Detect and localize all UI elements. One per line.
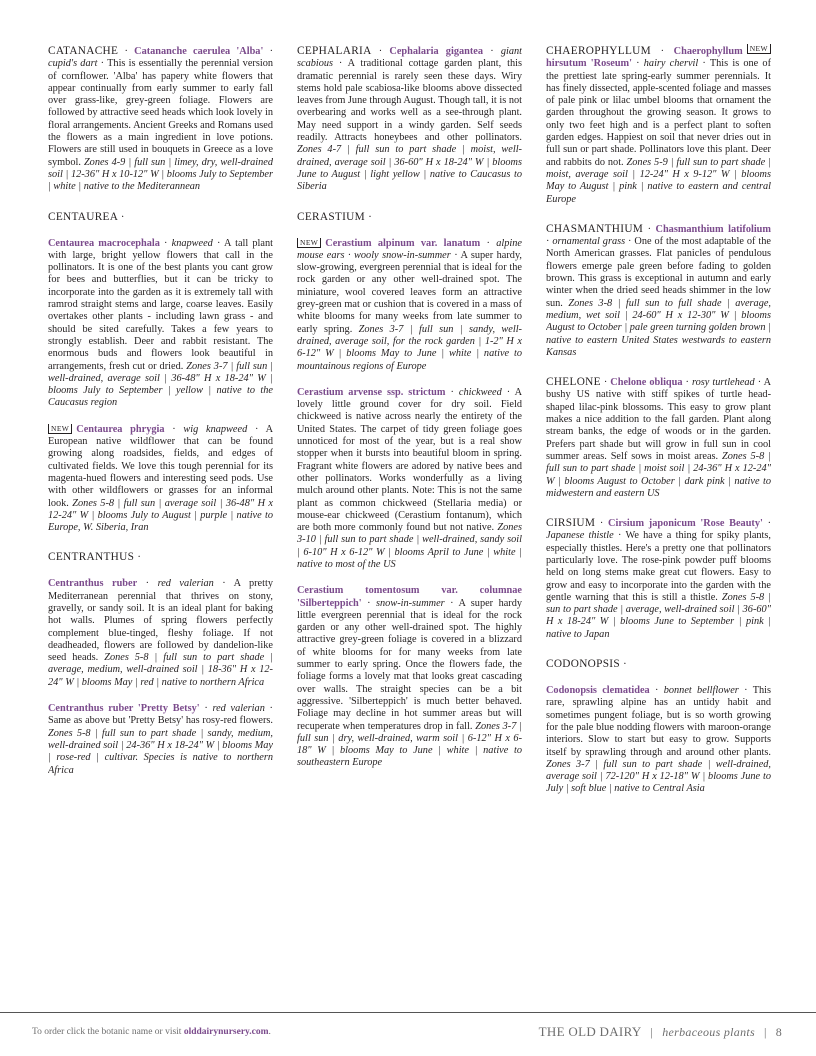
plant-entry: NEW Cerastium alpinum var. lanatum · alpine mouse ears · wooly snow-in-summer · A super hardy, slow-growing, evergreen perennial that is ideal for the rock garden or any other well-drained spot. The miniature, wool covered leaves form an attractive grey-green mat or cushion that is covered in a mass of white blooms for many weeks from late summer to early spring. Zones 3-7 | full sun | sandy, well-drained, average soil, for the rock garden | 1-2" H x 6-12" W | blooms May to June | white | native to mountainous regions of Europe [297, 237, 522, 372]
genus-section [546, 657, 771, 796]
plant-description: This is essentially the perennial version of cornflower. 'Alba' has papery white flowers that appear continually from early summer to early fall over grass-like, grey-green foliage. Flowers are followed by attractive seed heads which look lovely in floral arrangements. Ancient Greeks and Romans used the flowers as a main ingredient in love potions. Flowers are still used in bouquets in Greece as a love symbol. [48, 58, 273, 168]
genus-heading: CENTAUREA · [48, 210, 125, 223]
botanical-name-link[interactable]: Centranthus ruber 'Pretty Betsy' [48, 703, 200, 715]
botanical-name-link[interactable]: Centaurea macrocephala [48, 237, 160, 249]
plant-entry: CATANACHE · Catananche caerulea 'Alba' · cupid's dart · This is essentially the perennial version of cornflower. 'Alba' has papery white flowers that appear continually from early summer to early fall over grass-like, grey-green foliage. Flowers are followed by attractive seed heads which look lovely in floral arrangements. Ancient Greeks and Romans used the flowers as a main ingredient in love potions. Flowers are still used in bouquets in Greece as a love symbol. Zones 4-9 | full sun | limey, dry, well-drained soil | 12-36" H x 10-12" W | blooms July to September | white | native to the Mediterannean [48, 45, 273, 193]
common-name: giant scabious [297, 46, 522, 70]
genus-section [546, 222, 771, 359]
genus-section [48, 210, 273, 535]
botanical-name-link[interactable]: Cerastium tomentosum var. columnae 'Silberteppich' [297, 585, 522, 609]
genus-section [546, 44, 771, 206]
common-name: Japanese thistle [546, 530, 614, 542]
plant-specs: Zones 4-9 | full sun | limey, dry, well-drained soil | 12-36" H x 10-12" W | blooms July to September | white | native to the Mediterannean [48, 156, 273, 193]
site-link[interactable]: olddairynursery.com [183, 1027, 269, 1037]
brand-the: THE [538, 1024, 569, 1039]
genus-section [297, 210, 522, 770]
common-name: rosy turtlehead [692, 377, 755, 389]
common-name: snow-in-summer [376, 597, 445, 609]
genus-label: CIRSIUM [546, 517, 596, 530]
common-name: bonnet bellflower [663, 685, 739, 697]
botanical-name-link[interactable]: Centaurea phrygia [76, 423, 165, 435]
column-2 [297, 44, 522, 994]
genus-heading: CERASTIUM · [297, 210, 373, 223]
plant-description: We have a thing for spiky plants, especially thistles. Here's a pretty one that pollinators particularly love. The rose-pink powder puff blooms held on long stems make great cut flowers. Easy to grow and easy to incorporate into the garden with the gentle warning that this is still a thistle. [546, 530, 771, 603]
plant-specs: Zones 4-7 | full sun to part shade | moist, well-drained, average soil | 36-60" H x 18-24" W | blooms June to August | light yellow | native to Caucasus to Siberia [297, 144, 522, 193]
genus-heading: CENTRANTHUS · [48, 551, 142, 564]
plant-specs: Zones 3-7 | full sun | sandy, well-drained, average soil, for the rock garden | 1-2" H x 6-12" W | blooms May to June | white | native to mountainous regions of Europe [297, 323, 522, 372]
botanical-name-link[interactable]: Cerastium alpinum var. lanatum [325, 237, 481, 249]
footer-separator-1: | [650, 1025, 654, 1039]
site-suffix: . [268, 1027, 271, 1037]
genus-label: CEPHALARIA [297, 45, 372, 57]
plant-description: A European native wildflower that can be found growing along roadsides, fields, and edges of cultivated fields. We love this tough perennial for its magenta-hued flowers and interesting seed pods. Use with other wildflowers or grasses for an informal look. [48, 423, 273, 509]
plant-specs: Zones 5-9 | full sun to part shade | moist, average soil | 12-24" H x 9-12" W | blooms May to August | pink | native to eastern and central Europe [546, 156, 771, 205]
plant-entry: Centranthus ruber · red valerian · A pretty Mediterranean perennial that thrives on stony, gravelly, or sandy soil. It is an ideal plant for baking hot walls. Plumes of spring flowers perfectly complement blue-tinged, fleshy foliage. If not deadheaded, flowers are followed by dandelion-like seed heads. Zones 5-8 | full sun to part shade | average, medium, well-drained soil | 18-36" H x 12-24" W | blooms May | red | native to northern Africa [48, 578, 273, 688]
common-name: cupid's dart [48, 58, 98, 70]
common-name: chickweed [458, 386, 502, 398]
plant-description: A pretty Mediterranean perennial that thrives on stony, gravelly, or sandy soil. It is an ideal plant for baking hot walls. Plumes of spring flowers perfectly complement blue-tinged, fleshy foliage. If not deadheaded, flowers are followed by dandelion-like seed heads. [48, 578, 273, 664]
genus-label: CHAEROPHYLLUM [546, 45, 651, 57]
plant-entry: NEW Centaurea phrygia · wig knapweed · A European native wildflower that can be found growing along roadsides, fields, and edges of cultivated fields. We love this tough perennial for its magenta-hued flowers and interesting seed pods. Use with other wildflowers or grasses for an informal look. Zones 5-8 | full sun | average soil | 36-48" H x 12-24" W | blooms July to August | purple | native to Europe, W. Siberia, Iran [48, 423, 273, 534]
common-name: wig knapweed [183, 423, 248, 435]
plant-specs: Zones 3-10 | full sun to part shade | well-drained, sandy soil | 6-10" H x 6-12" W | blooms April to June | white | native to most of the US [297, 522, 522, 570]
plant-entry: Codonopsis clematidea · bonnet bellflower · This rare, sprawling alpine has an untidy habit and sometimes pungent foliage, but is so worth growing for the pale blue nodding flowers with maroon-orange interiors. Slow to start but easy to grow. Supports itself by sprawling through and around other plants. Zones 3-7 | full sun to part shade | well-drained, average soil | 72-120" H x 12-18" W | blooms June to July | soft blue | native to Central Asia [546, 685, 771, 795]
botanical-name-link[interactable]: Catananche caerulea 'Alba' [134, 46, 264, 57]
section-name: herbaceous plants [662, 1025, 755, 1039]
botanical-name-link[interactable]: Centranthus ruber [48, 578, 138, 590]
plant-entry: CHASMANTHIUM · Chasmanthium latifolium · ornamental grass · One of the most adaptable of the North American grasses. Flat panicles of pendulous flowers emerge pale green before fading to golden brown. This grass is exceptional in autumn and early winter when the dried seed heads shimmer in the low sun. Zones 3-8 | full sun to full shade | average, medium, wet soil | 24-60" H x 12-30" W | blooms August to October | pale green turning golden brown | native to eastern United States westwards to eastern Kansas [546, 222, 771, 358]
plant-description: This rare, sprawling alpine has an untidy habit and sometimes pungent foliage, but is so worth growing for the pale blue nodding flowers with maroon-orange interiors. Slow to start but easy to grow. Supports itself by sprawling through and around other plants. [546, 685, 771, 758]
genus-label: CENTAUREA [48, 210, 118, 223]
plant-specs: Zones 5-8 | full sun | average soil | 36-48" H x 12-24" W | blooms July to August | purple | native to Europe, W. Siberia, Iran [48, 497, 273, 534]
plant-specs: Zones 3-7 | full sun to part shade | well-drained, average soil | 72-120" H x 12-18" W | blooms June to July | soft blue | native to Central Asia [546, 758, 771, 795]
plant-entry: CIRSIUM · Cirsium japonicum 'Rose Beauty' · Japanese thistle · We have a thing for spiky plants, especially thistles. Here's a pretty one that pollinators particularly love. The rose-pink powder puff blooms held on long stems make great cut flowers. Easy to grow and easy to incorporate into the garden with the gentle warning that this is still a thistle. Zones 5-8 | sun to part shade | average, well-drained soil | 36-60" H x 18-24" W | blooms June to September | pink | native to Japan [546, 517, 771, 640]
genus-section [546, 516, 771, 641]
botanical-name-link[interactable]: Cirsium japonicum 'Rose Beauty' [608, 518, 763, 530]
botanical-name-link[interactable]: Chelone obliqua [610, 377, 683, 389]
common-name: hairy chervil [643, 58, 699, 70]
plant-specs: Zones 3-7 | full sun | well-drained, average soil | 36-48" H x 18-24" W | blooms July to September | yellow | native to the Caucasus region [48, 360, 273, 409]
genus-label: CHELONE [546, 376, 601, 389]
footer-brand [539, 1024, 782, 1040]
common-name: knapweed [171, 237, 213, 249]
brand-name: OLD DAIRY [568, 1024, 642, 1039]
plant-description: One of the most adaptable of the North American grasses. Flat panicles of pendulous flowers emerge pale green before fading to golden brown. This grass is exceptional in autumn and early winter when the dried seed heads shimmer in the low sun. [546, 236, 771, 309]
footer-separator-2: | [763, 1025, 767, 1039]
catalog-columns [48, 44, 771, 994]
botanical-name-link[interactable]: Chaerophyllum hirsutum 'Roseum' [546, 46, 743, 70]
common-name: red valerian [212, 703, 265, 715]
genus-section [546, 375, 771, 500]
plant-description: A bushy US native with stiff spikes of turtle head-shaped lilac-pink blossoms. This easy to grow plant makes a nice addition to the fall garden. Plant along stream banks, the edge of woods or in the garden. Prefers part shade but will grow in full sun in cool summer areas. Self sows in moist areas. [546, 377, 771, 462]
plant-entry: Cerastium tomentosum var. columnae 'Silberteppich' · snow-in-summer · A super hardy little evergreen perennial that is ideal for the rock garden or any other well-drained spot. The highly attractive grey-green foliage is covered in a blizzard of white blooms for for many weeks from late summer to early spring. Once the flowers fade, the foliage forms a lovely mat that looks great cascading over walls. The straight species can be a bit aggressive. 'Silberteppich' is much better behaved. Foliage may decline in hot summer areas but will recuperate when temperatures drop in fall. Zones 3-7 | full sun | dry, well-drained, warm soil | 6-12" H x 6-18" W | blooms May to June | white | native to southeastern Europe [297, 585, 522, 769]
genus-label: CODONOPSIS [546, 658, 620, 671]
column-1 [48, 44, 273, 994]
genus-section [297, 44, 522, 194]
plant-specs: Zones 3-7 | full sun | dry, well-drained, warm soil | 6-12" H x 6-18" W | blooms May to June | white | native to southeastern Europe [297, 720, 522, 769]
plant-description: A super hardy little evergreen perennial that is ideal for the rock garden or any other well-drained spot. The highly attractive grey-green foliage is covered in a blizzard of white blooms for for many weeks from late summer to early spring. Once the flowers fade, the foliage forms a lovely mat that looks great cascading over walls. The straight species can be a bit aggressive. 'Silberteppich' is much better behaved. Foliage may decline in hot summer areas but will recuperate when temperatures drop in fall. [297, 597, 522, 732]
footer-order-note [32, 1027, 271, 1037]
plant-description: This is one of the prettiest late spring-early summer perennials. It has finely dissected, apple-scented foliage and masses of pale pink or lilac umbel blooms that ornament the garden throughout the growing season. It grows to only two feet high and is a perfect plant to soften garden edges. Happiest on soil that never dries out in full sun or part shade. Pollinators love this plant. Deer and rabbits do not. [546, 58, 771, 168]
plant-description: Same as above but 'Pretty Betsy' has rosy-red flowers. [48, 715, 273, 727]
botanical-name-link[interactable]: Cephalaria gigantea [389, 46, 483, 57]
genus-label: CERASTIUM [297, 210, 365, 223]
new-badge: NEW [297, 238, 321, 248]
order-text: To order click the botanic name or visit [32, 1027, 184, 1037]
plant-entry: Centranthus ruber 'Pretty Betsy' · red valerian · Same as above but 'Pretty Betsy' has rosy-red flowers. Zones 5-8 | full sun to part shade | sandy, medium, well-drained soil | 24-36" H x 18-24" W | blooms May | rose-red | cultivar. Species is native to northern Africa [48, 703, 273, 776]
footer-divider [0, 1012, 816, 1013]
common-name: red valerian [157, 578, 214, 590]
plant-description: A lovely little ground cover for dry soil. Field chickweed is native across nearly the entirety of the United States. The carpet of tidy green foliage goes unnoticed for most of the year, but is a real show stopper when it bursts into beautiful bloom in spring. Fragrant white flowers are adored by native bees and other pollinators. Works wonderfully as a living mulch around other plants. Note: This is not the same plant as common chickweed (Stellaria media) or mouse-ear chickweed (Cerastium fontanum), which are both more commonly found but not native. [297, 386, 522, 534]
genus-label: CHASMANTHIUM [546, 222, 644, 235]
plant-entry: CHELONE · Chelone obliqua · rosy turtlehead · A bushy US native with stiff spikes of turtle head-shaped lilac-pink blossoms. This easy to grow plant makes a nice addition to the fall garden. Plant along stream banks, the edge of woods or in the garden. Prefers part shade but will grow in full sun in cool summer areas. Self sows in moist areas. Zones 5-8 | full sun to part shade | moist soil | 24-36" H x 12-24" W | blooms August to October | dark pink | native to midwestern and eastern US [546, 376, 771, 499]
genus-section [48, 44, 273, 194]
plant-specs: Zones 5-8 | full sun to part shade | average, medium, well-drained soil | 18-36" H x 12-24" W | blooms May | red | native to northern Africa [48, 652, 273, 688]
plant-description: A traditional cottage garden plant, this dramatic perennial is rarely seen these days. Wiry stems hold pale scabiosa-like blooms above dissected leaves from June through August. Though tall, it is not overbearing and works well as a see-through plant. May need support in a windy garden. Self seeds readily. Attracts honeybees and other pollinators. [297, 58, 522, 144]
genus-heading: CODONOPSIS · [546, 658, 628, 671]
new-badge: NEW [747, 44, 771, 54]
common-name: alpine mouse ears · wooly snow-in-summer [297, 237, 522, 261]
plant-specs: Zones 5-8 | full sun to part shade | moist soil | 24-36" H x 12-24" W | blooms August to October | dark pink | native to midwestern and eastern US [546, 450, 771, 499]
plant-specs: Zones 5-8 | full sun to part shade | sandy, medium, well-drained soil | 24-36" H x 18-24" W | blooms May | rose-red | cultivar. Species is native to northern Africa [48, 727, 273, 776]
new-badge: NEW [48, 424, 72, 434]
botanical-name-link[interactable]: Codonopsis clematidea [546, 685, 650, 697]
plant-description: A tall plant with large, bright yellow flowers that call in the pollinators. It is one of the best plants you cant grow for bees and butterflies, but it can be tricky to incorporate into the garden as it is extremely tall with ramrod straight stems and large, coarse leaves. Easily overtakes other plants - including lawn grass - and should be sited carefully. Takes a few years to strongly establish. Deer and rabbit resistant. The enormous buds and flowers look beautiful in arrangements, fresh cut or dried. [48, 237, 273, 372]
plant-specs: Zones 3-8 | full sun to full shade | average, medium, wet soil | 24-60" H x 12-30" W | blooms August to October | pale green turning golden brown | native to eastern United States westwards to eastern Kansas [546, 297, 771, 358]
plant-description: A super hardy, slow-growing, evergreen perennial that is ideal for the rock garden or any other well-drained spot. The miniature, wool covered leaves form an attractive grey-green mat or cushion that is covered in a mass of white blooms for many weeks from late summer to early spring. [297, 249, 522, 335]
botanical-name-link[interactable]: Chasmanthium latifolium [655, 223, 771, 235]
common-name: ornamental grass [552, 236, 626, 248]
plant-specs: Zones 5-8 | sun to part shade | average, well-drained soil | 36-60" H x 18-24" W | blooms June to September | pink | native to Japan [546, 591, 771, 640]
plant-entry: NEW CHAEROPHYLLUM · Chaerophyllum hirsutum 'Roseum' · hairy chervil · This is one of the prettiest late spring-early summer perennials. It has finely dissected, apple-scented foliage and masses of pale pink or lilac umbel blooms that ornament the garden throughout the growing season. It grows to only two feet high and is a perfect plant to soften garden edges. Happiest on soil that never dries out in full sun or part shade. Pollinators love this plant. Deer and rabbits do not. Zones 5-9 | full sun to part shade | moist, average soil | 12-24" H x 9-12" W | blooms May to August | pink | native to eastern and central Europe [546, 44, 771, 205]
column-3 [546, 44, 771, 994]
genus-section [48, 550, 273, 776]
page-number: 8 [775, 1025, 782, 1039]
genus-label: CATANACHE [48, 45, 119, 57]
genus-label: CENTRANTHUS [48, 551, 135, 564]
plant-entry: CEPHALARIA · Cephalaria gigantea · giant scabious · A traditional cottage garden plant, this dramatic perennial is rarely seen these days. Wiry stems hold pale scabiosa-like blooms above dissected leaves from June through August. Though tall, it is not overbearing and works well as a see-through plant. May need support in a windy garden. Self seeds readily. Attracts honeybees and other pollinators. Zones 4-7 | full sun to part shade | moist, well-drained, average soil | 36-60" H x 18-24" W | blooms June to August | light yellow | native to Caucasus to Siberia [297, 45, 522, 193]
botanical-name-link[interactable]: Cerastium arvense ssp. strictum [297, 386, 446, 398]
plant-entry: Cerastium arvense ssp. strictum · chickweed · A lovely little ground cover for dry soil. Field chickweed is native across nearly the entirety of the United States. The carpet of tidy green foliage goes unnoticed for most of the year, but is a real show stopper when it bursts into beautiful bloom in spring. Fragrant white flowers are adored by native bees and other pollinators. Works wonderfully as a living mulch around other plants. Note: This is not the same plant as common chickweed (Stellaria media) or mouse-ear chickweed (Cerastium fontanum), which are both more commonly found but not native. Zones 3-10 | full sun to part shade | well-drained, sandy soil | 6-10" H x 6-12" W | blooms April to June | white | native to most of the US [297, 386, 522, 570]
plant-entry: Centaurea macrocephala · knapweed · A tall plant with large, bright yellow flowers that call in the pollinators. It is one of the best plants you cant grow for bees and butterflies, but it can be tricky to incorporate into the garden as it is extremely tall with ramrod straight stems and large, coarse leaves. Easily overtakes other plants - including lawn grass - and should be sited carefully. Takes a few years to strongly establish. Deer and rabbit resistant. The enormous buds and flowers look beautiful in arrangements, fresh cut or dried. Zones 3-7 | full sun | well-drained, average soil | 36-48" H x 18-24" W | blooms July to September | yellow | native to the Caucasus region [48, 237, 273, 409]
